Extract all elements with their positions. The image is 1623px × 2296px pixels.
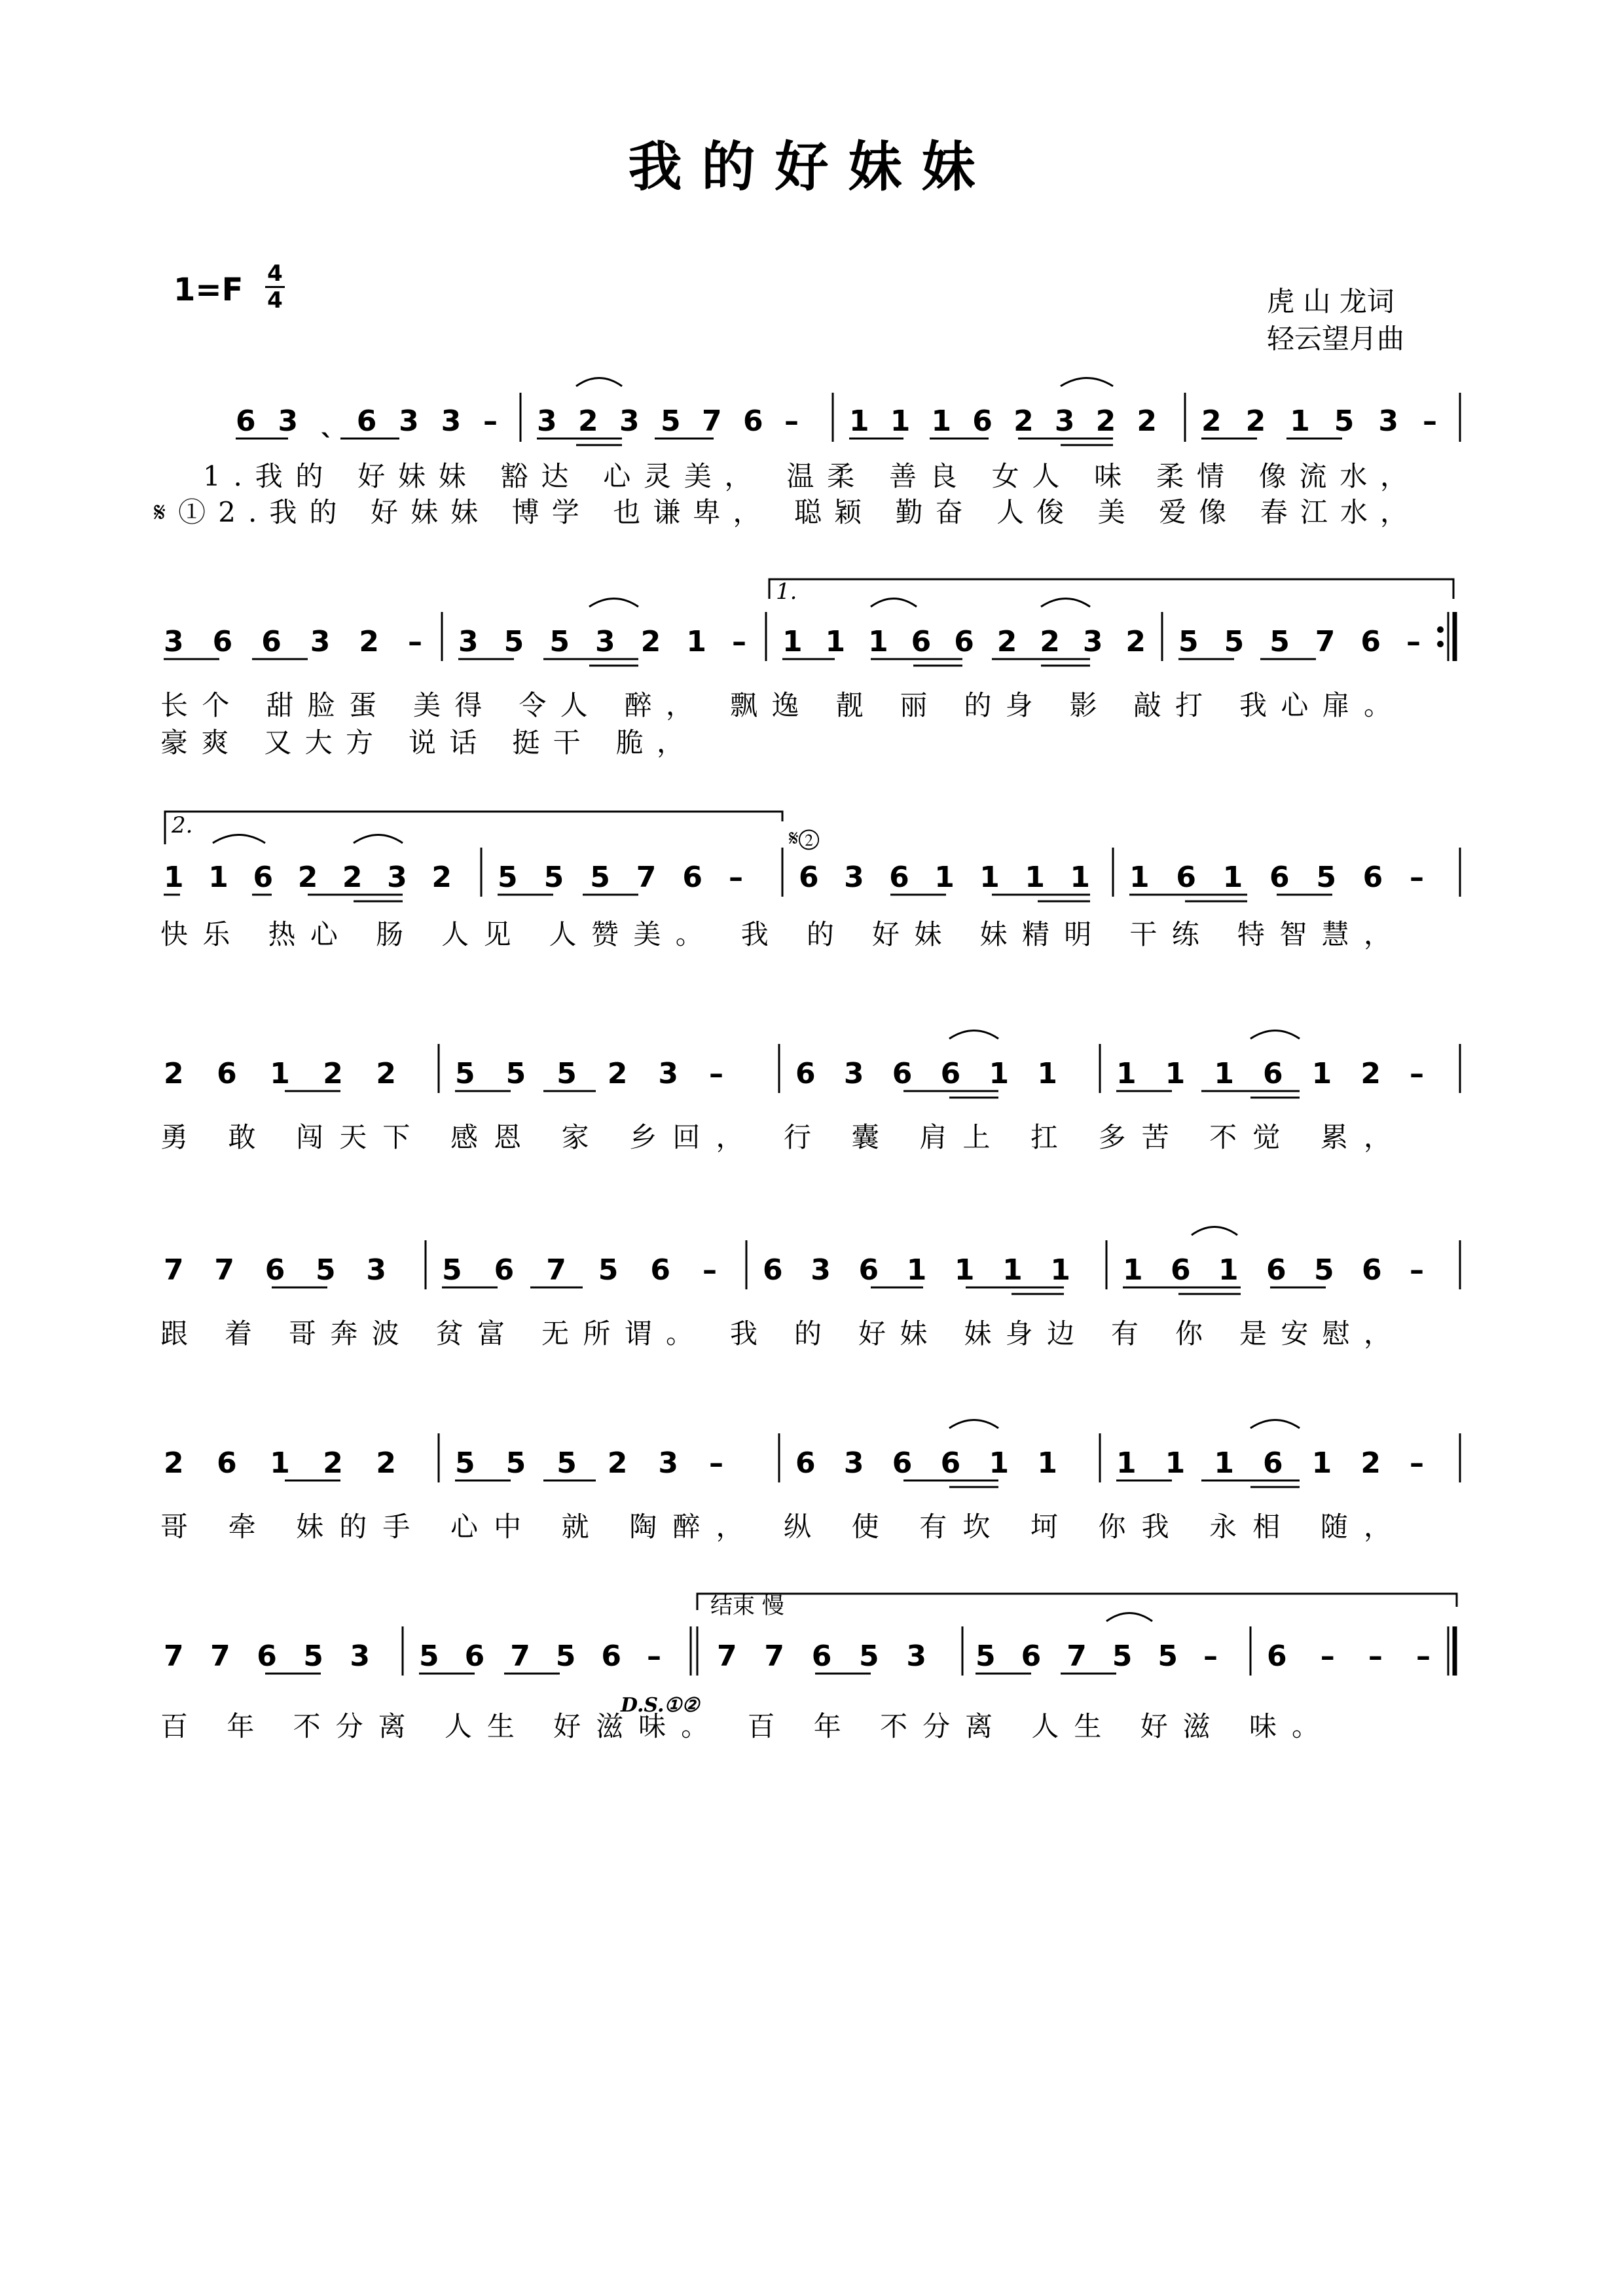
measure-7-3: 7 7 6 5 3	[717, 1640, 926, 1673]
lyric-text: 百 年 不分离 人生 好滋味。 百 年 不分离 人生 好滋 味。	[160, 1710, 1320, 1742]
volta-1-label: 1.	[776, 579, 797, 605]
measure-1-1: 6 3 ˎ 6 3 3 –	[236, 404, 498, 438]
measure-5-3: 6 3 6 1 1 1 1	[763, 1253, 1070, 1287]
staff-row-7	[0, 1581, 1623, 1705]
measure-6-3: 6 3 6 6 1 1	[795, 1446, 1057, 1480]
lyrics-row-2-verse-1	[0, 687, 1623, 724]
lyrics-row-1-verse-2	[0, 494, 1623, 531]
lyrics-row-6	[0, 1509, 1623, 1545]
lyrics-row-3	[0, 916, 1623, 953]
staff-row-5	[0, 1208, 1623, 1332]
lyric-text: 勇 敢 闯天下 感恩 家 乡回， 行 囊 肩上 扛 多苦 不觉 累，	[160, 1121, 1391, 1153]
staff-row-3	[0, 798, 1623, 923]
measure-3-1: 1 1 6 2 2 3 2	[164, 861, 452, 894]
lyric-text: 豪爽 又大方 说话 挺干 脆，	[160, 726, 684, 759]
measure-1-3: 1 1 1 6 2 3 2 2	[849, 404, 1157, 438]
measure-5-4: 1 6 1 6 5 6 –	[1123, 1253, 1424, 1287]
measure-5-2: 5 6 7 5 6 –	[442, 1253, 717, 1287]
lyrics-row-2-verse-2	[0, 725, 1623, 761]
measure-5-1: 7 7 6 5 3	[164, 1253, 386, 1287]
lyric-text: 跟 着 哥奔波 贫富 无所谓。 我 的 好妹 妹身边 有 你 是安慰，	[160, 1318, 1392, 1350]
ending-bracket	[697, 1594, 1457, 1610]
volta-1-bracket	[769, 579, 1453, 599]
time-signature-top: 4	[267, 260, 283, 287]
lyric-text: 快乐 热心 肠 人见 人赞美。 我 的 好妹 妹精明 干练 特智慧，	[160, 918, 1391, 950]
measure-4-2: 5 5 5 2 3 –	[455, 1057, 723, 1090]
lyrics-row-5	[0, 1316, 1623, 1352]
staff-row-2-svg	[0, 576, 1623, 700]
composer: 轻云望月曲	[1267, 323, 1405, 355]
measure-6-4: 1 1 1 6 1 2 –	[1116, 1446, 1424, 1480]
lyrics-row-4	[0, 1119, 1623, 1156]
time-signature	[265, 262, 285, 312]
lyric-text: 长个 甜脸蛋 美得 令人 醉， 飘逸 靓 丽 的身 影 敲打 我心扉。	[160, 689, 1392, 721]
key-signature: 1=F	[173, 272, 244, 308]
measure-3-3: 6 3 6 1 1 1 1	[799, 861, 1090, 894]
measure-3-2: 5 5 5 7 6 –	[498, 861, 743, 894]
measure-4-4: 1 1 1 6 1 2 –	[1116, 1057, 1424, 1090]
measure-7-2: 5 6 7 5 6 –	[419, 1640, 661, 1673]
lyric-text: 1.我的 好妹妹 豁达 心灵美， 温柔 善良 女人 味 柔情 像流水，	[203, 460, 1408, 492]
staff-row-5-svg	[0, 1208, 1623, 1332]
measure-6-1: 2 6 1 2 2	[164, 1446, 396, 1480]
staff-row-4	[0, 1011, 1623, 1136]
measure-6-2: 5 5 5 2 3 –	[455, 1446, 723, 1480]
lyric-text: 𝄋①2.我的 好妹妹 博学 也谦卑， 聪颖 勤奋 人俊 美 爱像 春江水，	[154, 496, 1408, 528]
measure-2-4: 5 5 5 7 6 –	[1178, 625, 1421, 658]
measure-4-3: 6 3 6 6 1 1	[795, 1057, 1057, 1090]
volta-2-label: 2.	[172, 812, 193, 838]
measure-7-4: 5 6 7 5 5 –	[976, 1640, 1218, 1673]
measure-1-4: 2 2 1 5 3 –	[1201, 404, 1437, 438]
page-title: 我的好妹妹	[628, 136, 995, 198]
staff-row-3-svg	[0, 798, 1623, 923]
measure-2-3: 1 1 1 6 6 2 2 3 2	[782, 625, 1146, 658]
staff-row-2	[0, 576, 1623, 700]
measure-7-5: 6 – – –	[1267, 1640, 1431, 1673]
measure-1-2: 3 2 3 5 7 6 –	[537, 404, 799, 438]
measure-2-2: 3 5 5 3 2 1 –	[458, 625, 746, 658]
lyrics-row-1-verse-1	[0, 458, 1623, 495]
lyricist: 虎 山 龙词	[1267, 285, 1395, 317]
measure-4-1: 2 6 1 2 2	[164, 1057, 396, 1090]
staff-row-7-svg	[0, 1581, 1623, 1705]
ds-label: D.S.①②	[621, 1694, 700, 1717]
measure-7-1: 7 7 6 5 3	[164, 1640, 370, 1673]
measure-2-1: 3 6 6 3 2 –	[164, 625, 422, 658]
segno-label: 𝄋②	[789, 825, 820, 852]
measure-3-4: 1 6 1 6 5 6 –	[1129, 861, 1424, 894]
ending-label: 结束 慢	[710, 1593, 784, 1619]
lyric-text: 哥 牵 妹的手 心中 就 陶醉， 纵 使 有坎 坷 你我 永相 随，	[160, 1511, 1391, 1543]
time-signature-bottom: 4	[267, 287, 283, 314]
lyrics-row-7	[0, 1708, 1623, 1745]
staff-row-4-svg	[0, 1011, 1623, 1136]
